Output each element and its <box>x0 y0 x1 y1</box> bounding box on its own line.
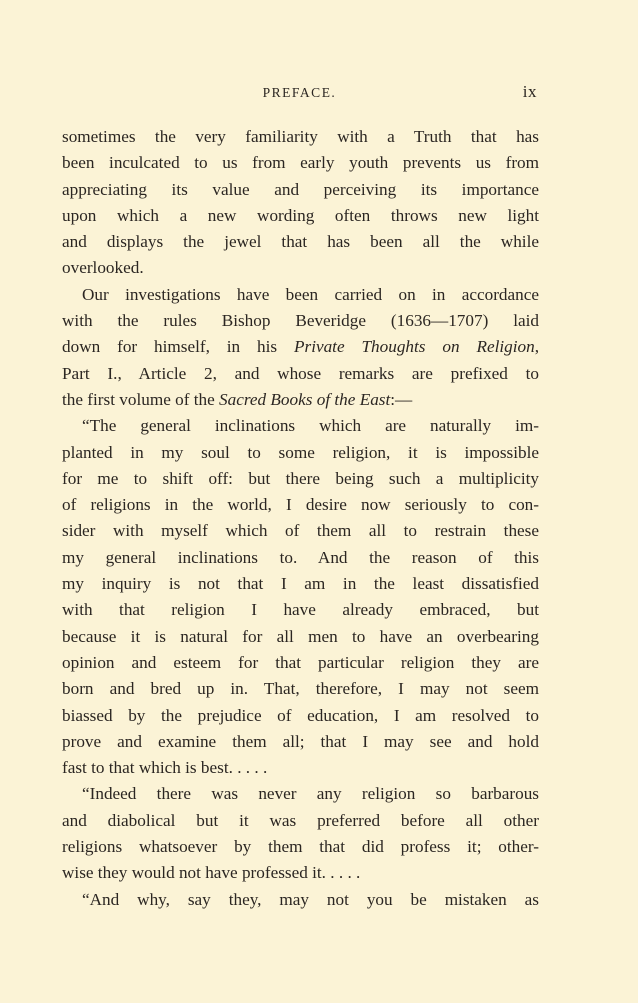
text-span: , <box>534 337 539 357</box>
text-line: “And why, say they, may not you be mistaken as <box>82 889 539 909</box>
text-line: because it is natural for all men to have an overbearing <box>62 626 539 646</box>
text-line: sometimes the very familiarity with a Truth that has <box>62 127 539 146</box>
text-line: for me to shift off: but there being such a multiplicity <box>62 468 539 488</box>
text-span: the first volume of the <box>62 389 220 409</box>
text-line: “The general inclinations which are naturally im- <box>82 416 539 436</box>
page-header <box>62 82 537 104</box>
text-line: and diabolical but it was preferred before all other <box>62 810 539 830</box>
text-line: opinion and esteem for that particular religion they are <box>62 652 539 672</box>
running-head: PREFACE. <box>262 85 337 100</box>
text-line: with that religion I have already embraced, but <box>62 600 539 620</box>
text-line: Our investigations have been carried on in accordance <box>82 284 539 304</box>
text-line: and displays the jewel that has been all the while <box>62 232 539 252</box>
text-line: planted in my soul to some religion, it is impossible <box>62 442 539 462</box>
body-text <box>62 124 539 913</box>
text-line: of religions in the world, I desire now seriously to con- <box>62 495 539 515</box>
text-line: “Indeed there was never any religion so barbarous <box>82 784 539 804</box>
text-line: been inculcated to us from early youth prevents us from <box>62 153 539 173</box>
text-line: religions whatsoever by them that did profess it; other- <box>62 837 539 857</box>
text-line: overlooked. <box>62 258 144 278</box>
text-line: upon which a new wording often throws new light <box>62 205 539 225</box>
text-line: born and bred up in. That, therefore, I may not seem <box>62 679 539 699</box>
text-line: Part I., Article 2, and whose remarks are prefixed to <box>62 363 539 383</box>
text-line: appreciating its value and perceiving its importance <box>62 179 539 199</box>
text-line <box>62 334 539 360</box>
text-span: down for himself, in his <box>62 337 294 357</box>
text-line: sider with myself which of them all to restrain these <box>62 521 539 541</box>
text-line: wise they would not have professed it. . . . . <box>62 863 361 883</box>
italic-title: Private Thoughts on Religion <box>294 337 535 357</box>
page-number: ix <box>522 82 537 101</box>
text-line: biassed by the prejudice of education, I am resolved to <box>62 705 539 725</box>
text-span: :— <box>390 389 413 409</box>
text-line: my general inclinations to. And the reason of this <box>62 547 539 567</box>
text-line: prove and examine them all; that I may see and hold <box>62 731 539 751</box>
text-line <box>62 387 539 413</box>
text-line: my inquiry is not that I am in the least dissatisfied <box>62 574 539 594</box>
text-line: fast to that which is best. . . . . <box>62 758 268 778</box>
text-line: with the rules Bishop Beveridge (1636—1707) laid <box>62 311 539 331</box>
italic-title: Sacred Books of the East <box>219 389 391 409</box>
